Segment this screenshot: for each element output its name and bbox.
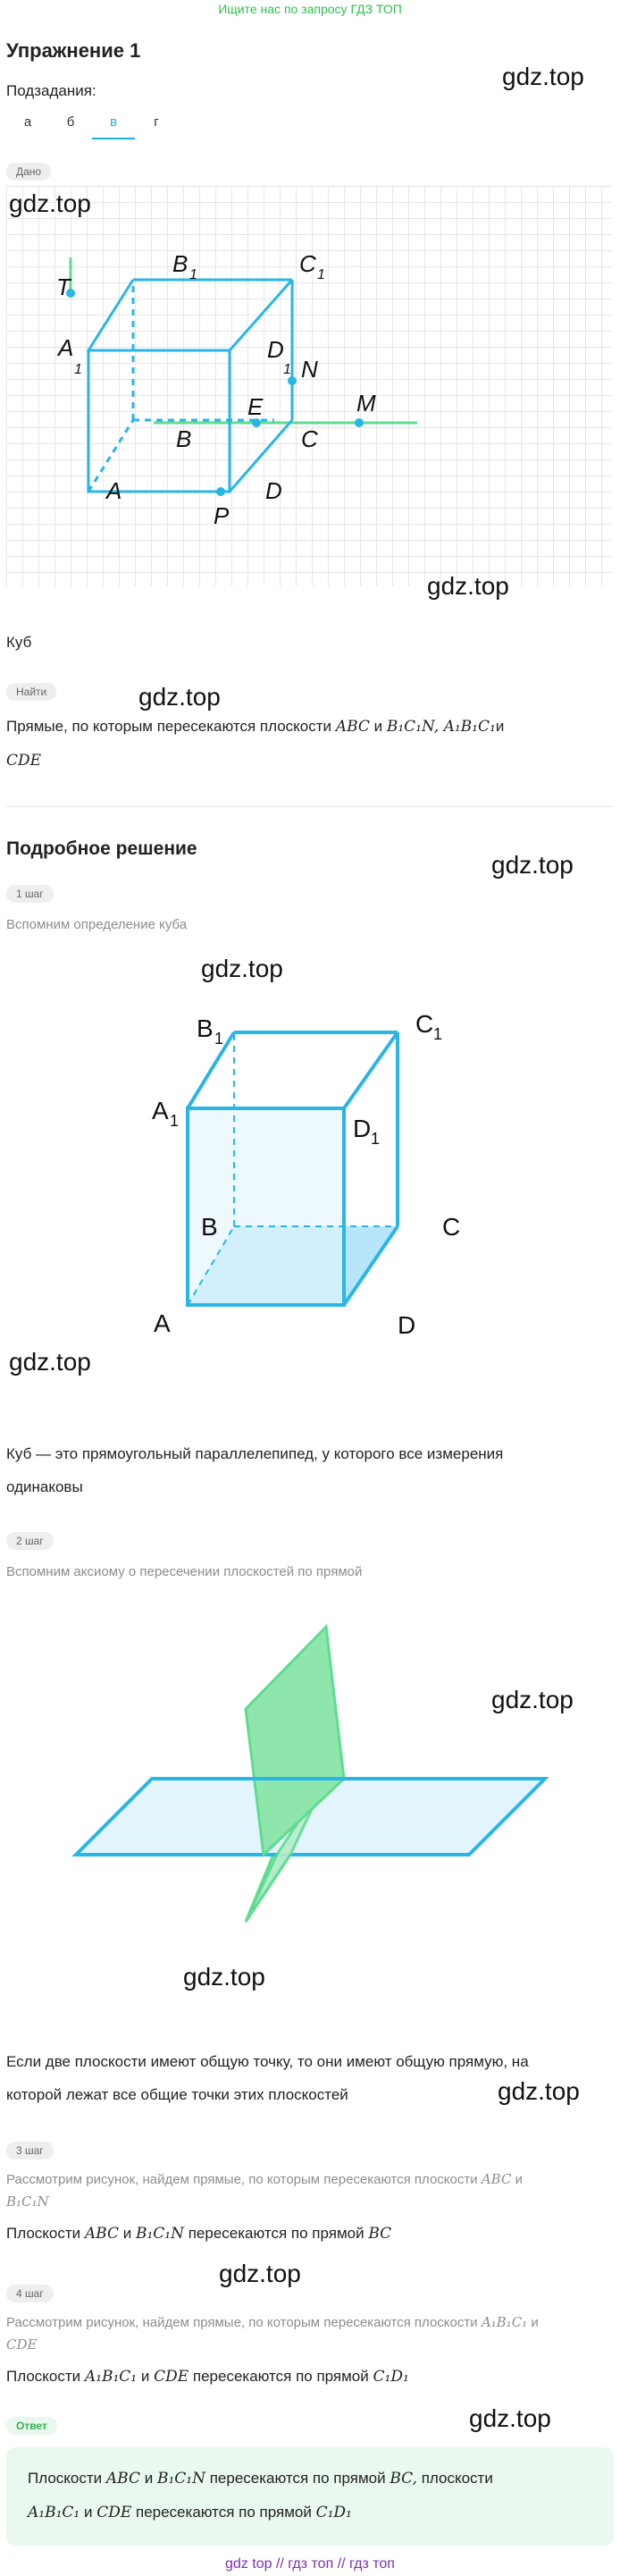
label-B1: B bbox=[197, 1014, 214, 1042]
label-sub: 1 bbox=[189, 267, 197, 282]
point-N bbox=[288, 376, 297, 385]
solution-heading: Подробное решение bbox=[6, 838, 197, 859]
plane-cde: CDE bbox=[96, 2504, 132, 2521]
line-c1d1: C₁D₁ bbox=[315, 2504, 352, 2521]
res-prefix: Плоскости bbox=[6, 2368, 81, 2385]
ans-mid: пересекаются по прямой bbox=[135, 2504, 312, 2521]
exercise-title: Упражнение 1 bbox=[6, 39, 141, 62]
conj: и bbox=[531, 2315, 539, 2330]
point-M bbox=[355, 418, 364, 427]
plane-abc: ABC bbox=[84, 2225, 119, 2243]
label-sub: 1 bbox=[317, 267, 325, 282]
label-C: C bbox=[442, 1213, 461, 1241]
answer-box bbox=[6, 2447, 614, 2546]
watermark: gdz.top bbox=[9, 189, 91, 217]
plane-cde: CDE bbox=[154, 2368, 189, 2386]
watermark: gdz.top bbox=[427, 572, 509, 600]
label-E: E bbox=[247, 393, 264, 420]
plane-cde: CDE bbox=[6, 752, 42, 770]
step1-pill: 1 шаг bbox=[6, 885, 54, 903]
plane-a1b1c1: A₁B₁C₁ bbox=[84, 2368, 138, 2386]
answer-line-1 bbox=[28, 2462, 592, 2496]
watermark: gdz.top bbox=[498, 2077, 580, 2105]
label-P: P bbox=[214, 502, 230, 529]
footer-links[interactable]: gdz top // гдз топ // гдз топ bbox=[225, 2556, 395, 2572]
plane-cde: CDE bbox=[6, 2336, 38, 2353]
label-D: D bbox=[398, 1311, 416, 1339]
answer-line-2 bbox=[28, 2496, 592, 2530]
label-N: N bbox=[301, 356, 318, 383]
plane-a1b1c1: A₁B₁C₁ bbox=[481, 2314, 528, 2330]
hidden-edges bbox=[88, 280, 274, 492]
label-A1: A bbox=[58, 334, 74, 361]
watermark: gdz.top bbox=[219, 2260, 301, 2287]
watermark: gdz.top bbox=[491, 851, 574, 879]
watermark: gdz.top bbox=[138, 683, 221, 711]
plane-b1c1n: B₁C₁N bbox=[6, 2193, 49, 2210]
points bbox=[66, 289, 364, 496]
label-T: T bbox=[56, 274, 71, 300]
tab-g[interactable]: г bbox=[154, 114, 159, 130]
figure-labels bbox=[56, 250, 376, 529]
step3-pill: 3 шаг bbox=[6, 2142, 54, 2159]
tab-v[interactable]: в bbox=[92, 109, 135, 139]
label-B: B bbox=[176, 425, 192, 452]
given-pill: Дано bbox=[6, 163, 51, 181]
plane-abc: ABC bbox=[335, 718, 370, 736]
plane-b1c1n: B₁C₁N, A₁B₁C₁ bbox=[386, 718, 496, 736]
conj: и bbox=[140, 2368, 150, 2385]
step1-hint: Вспомним определение куба bbox=[6, 917, 188, 932]
label-sub: 1 bbox=[371, 1130, 381, 1148]
label-D1: D bbox=[267, 336, 284, 363]
step1-text: Куб — это прямоугольный параллелепипед, у которого все измерения одинаковы bbox=[6, 1445, 504, 1495]
line-c1d1: C₁D₁ bbox=[373, 2368, 409, 2386]
ans-suffix: плоскости bbox=[421, 2470, 493, 2487]
watermark: gdz.top bbox=[183, 1963, 265, 1991]
promo-banner: Ищите нас по запросу ГДЗ ТОП bbox=[218, 2, 402, 16]
label-A: A bbox=[106, 477, 122, 504]
given-caption: Куб bbox=[6, 634, 32, 651]
conj: и bbox=[515, 2172, 523, 2187]
label-sub: 1 bbox=[283, 362, 291, 377]
planes-figure bbox=[54, 1609, 554, 1984]
step2-text: Если две плоскости имеют общую точку, то они имеют общую прямую, на которой лежат все общие точки этих плоскостей bbox=[6, 2053, 529, 2103]
res-mid: пересекаются по прямой bbox=[188, 2225, 364, 2242]
step4-hint bbox=[6, 2311, 605, 2356]
find-prefix: Прямые, по которым пересекаются плоскости bbox=[6, 718, 332, 735]
given-figure bbox=[6, 186, 612, 586]
line-bc: BC, bbox=[390, 2470, 417, 2488]
answer-pill: Ответ bbox=[6, 2417, 57, 2435]
tab-a[interactable]: а bbox=[23, 114, 32, 130]
plane-b1c1n: B₁C₁N bbox=[135, 2225, 184, 2243]
label-A: A bbox=[154, 1309, 171, 1337]
visible-edges bbox=[88, 280, 292, 492]
conj: и bbox=[144, 2470, 154, 2487]
conj: и bbox=[373, 718, 383, 735]
cube-figure-step1 bbox=[134, 992, 491, 1350]
plane-abc: ABC bbox=[481, 2171, 512, 2187]
label-C1: C bbox=[299, 250, 316, 277]
watermark: gdz.top bbox=[9, 1348, 91, 1376]
line-bc: BC bbox=[368, 2225, 392, 2243]
hint-prefix: Рассмотрим рисунок, найдем прямые, по которым пересекаются плоскости bbox=[6, 2315, 478, 2330]
watermark: gdz.top bbox=[491, 1686, 574, 1713]
point-P bbox=[216, 487, 225, 496]
ans-mid: пересекаются по прямой bbox=[209, 2470, 386, 2487]
label-D: D bbox=[265, 477, 282, 504]
step4-pill: 4 шаг bbox=[6, 2285, 54, 2302]
watermark: gdz.top bbox=[469, 2404, 551, 2432]
label-C: C bbox=[301, 425, 318, 452]
watermark: gdz.top bbox=[502, 63, 584, 90]
find-text bbox=[6, 710, 605, 778]
step2-pill: 2 шаг bbox=[6, 1532, 54, 1550]
conj: и bbox=[122, 2225, 132, 2242]
step4-result bbox=[6, 2360, 409, 2394]
label-D1: D bbox=[353, 1115, 372, 1142]
step2-hint: Вспомним аксиому о пересечении плоскостей по прямой bbox=[6, 1564, 363, 1579]
label-sub: 1 bbox=[214, 1030, 224, 1048]
label-sub: 1 bbox=[170, 1112, 180, 1130]
res-prefix: Плоскости bbox=[6, 2225, 81, 2242]
find-pill: Найти bbox=[6, 683, 56, 701]
res-mid: пересекаются по прямой bbox=[192, 2368, 369, 2385]
conj: и bbox=[83, 2504, 93, 2521]
label-sub: 1 bbox=[74, 362, 82, 377]
plane-a1b1c1: A₁B₁C₁ bbox=[28, 2504, 80, 2521]
divider bbox=[6, 806, 614, 807]
step3-result bbox=[6, 2217, 391, 2251]
label-B: B bbox=[201, 1213, 218, 1241]
label-A1: A bbox=[152, 1097, 169, 1124]
conj: и bbox=[495, 718, 505, 735]
subtask-tabs bbox=[6, 109, 178, 139]
plane-abc: ABC bbox=[105, 2470, 140, 2488]
label-sub: 1 bbox=[433, 1025, 443, 1043]
cube-figure-given bbox=[6, 186, 612, 586]
cube-front-face bbox=[188, 1108, 344, 1305]
tab-b[interactable]: б bbox=[66, 114, 75, 130]
label-C1: C bbox=[415, 1010, 434, 1038]
plane-b1c1n: B₁C₁N bbox=[156, 2470, 205, 2488]
hint-prefix: Рассмотрим рисунок, найдем прямые, по которым пересекаются плоскости bbox=[6, 2172, 478, 2187]
ans-prefix: Плоскости bbox=[28, 2470, 103, 2487]
label-M: M bbox=[356, 390, 376, 417]
watermark: gdz.top bbox=[201, 955, 283, 982]
subtasks-label: Подзадания: bbox=[6, 82, 96, 99]
label-B1: B bbox=[172, 250, 189, 277]
step3-hint bbox=[6, 2168, 605, 2213]
